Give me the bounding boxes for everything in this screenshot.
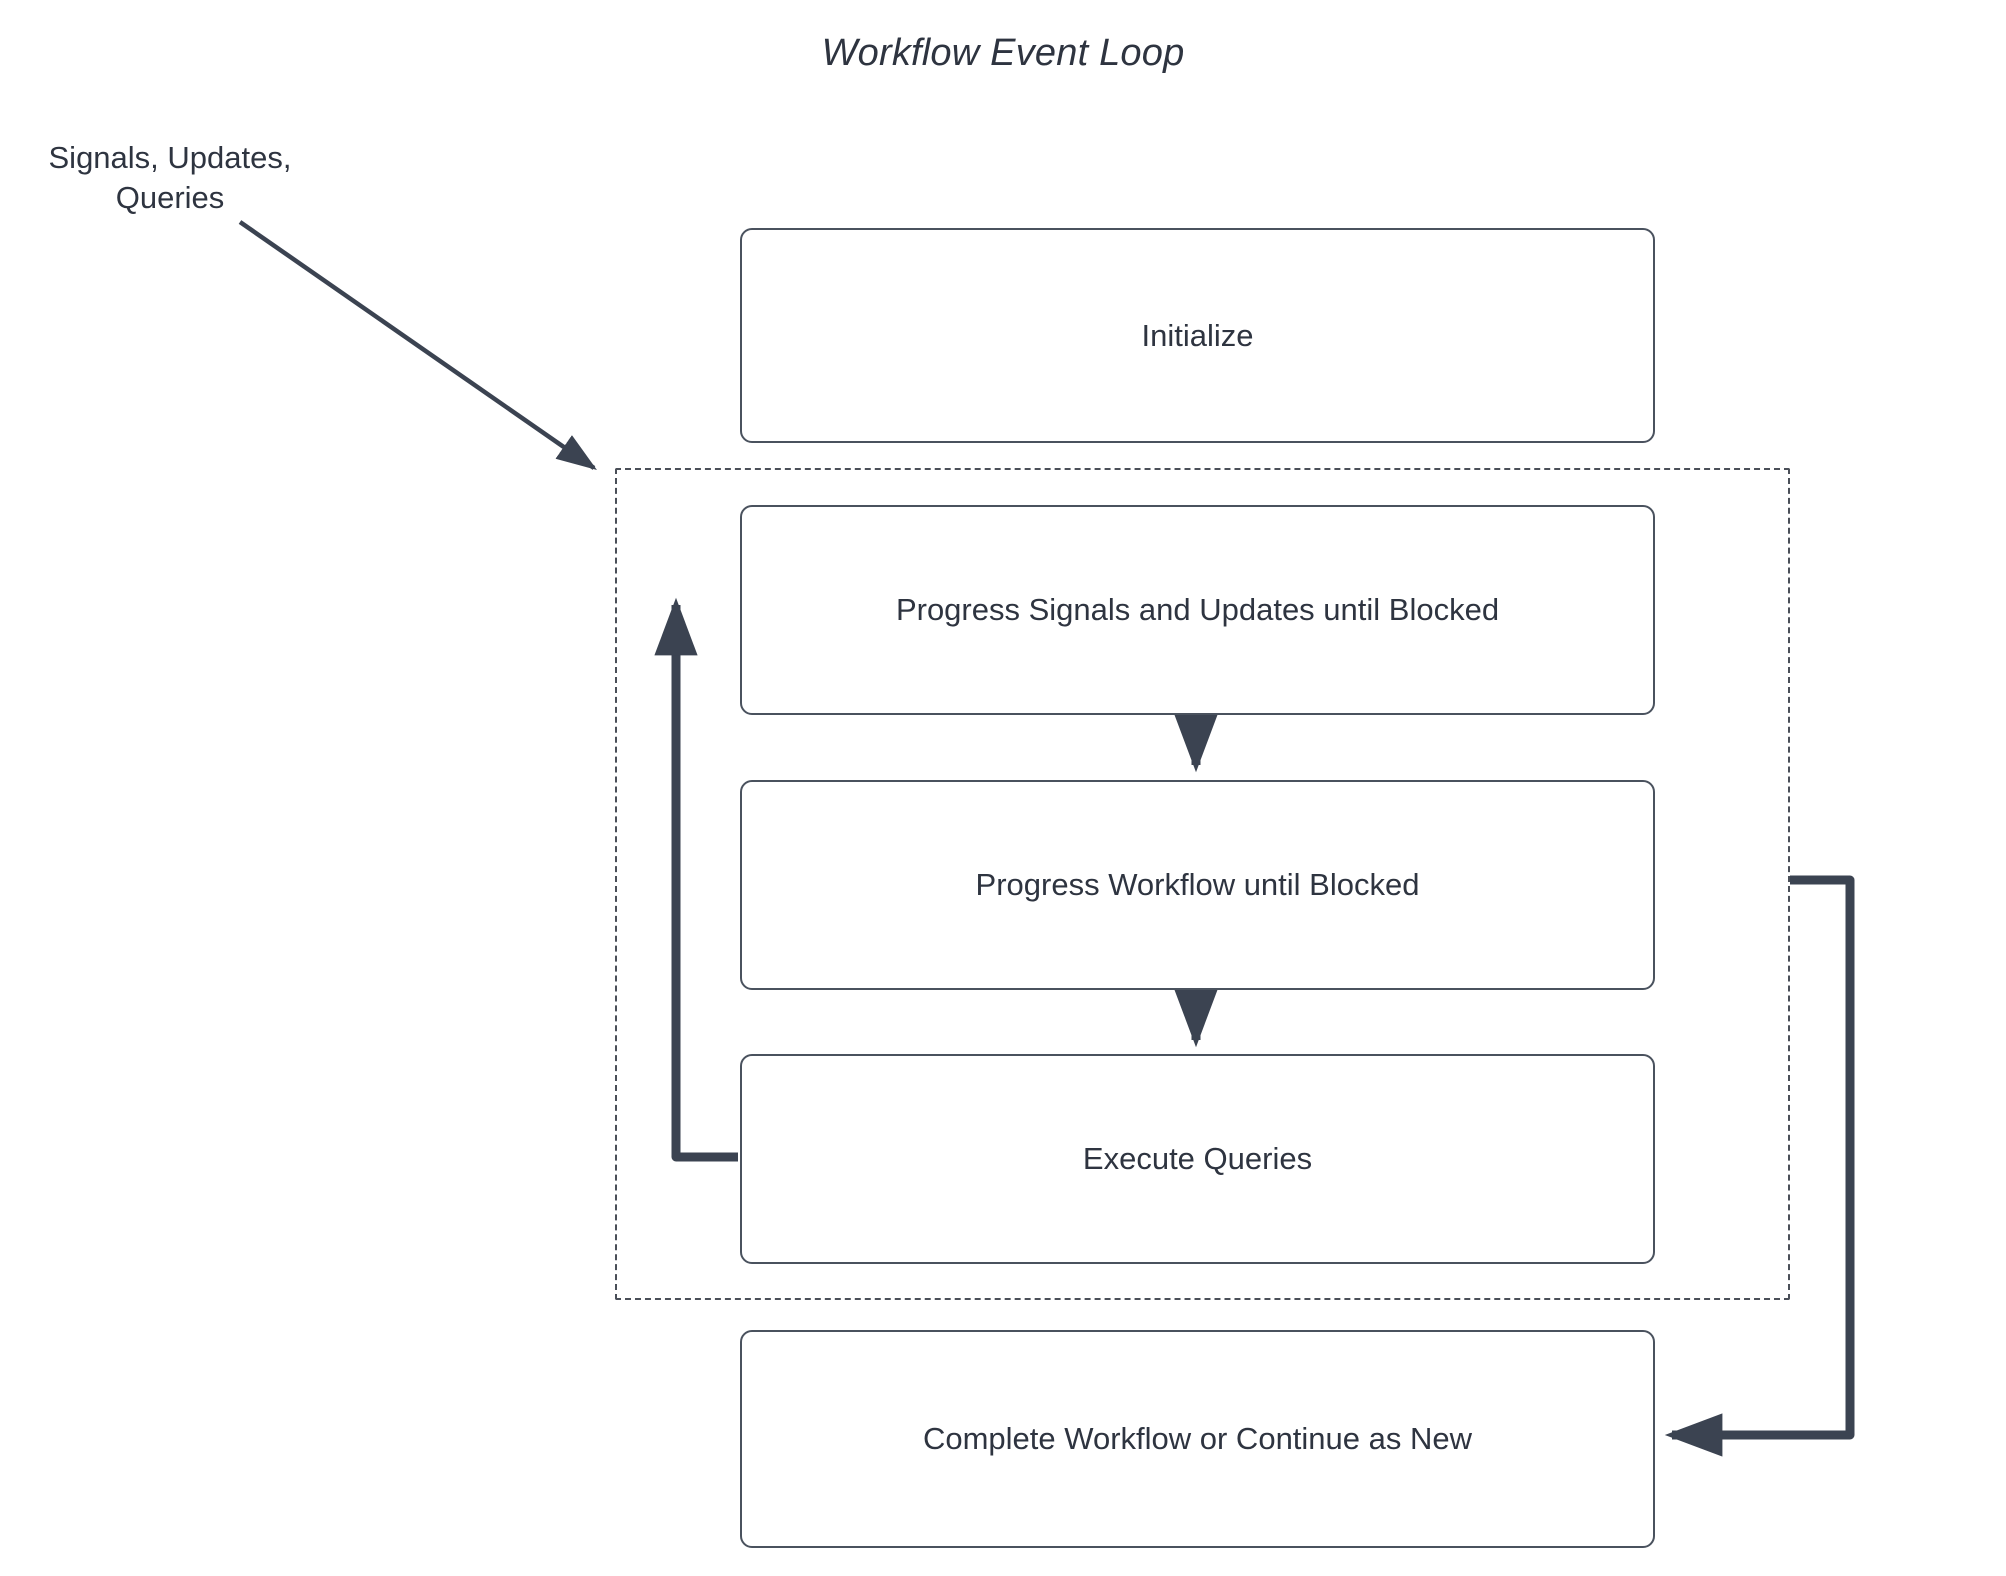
arrow-external-to-loop <box>240 222 594 468</box>
node-progress-workflow-label: Progress Workflow until Blocked <box>975 867 1420 902</box>
external-input-label-line2: Queries <box>115 179 225 215</box>
node-progress-workflow[interactable] <box>740 780 1655 990</box>
node-progress-signals-label: Progress Signals and Updates until Blocked <box>895 592 1500 627</box>
external-input-label <box>30 138 310 217</box>
node-execute-queries-label: Execute Queries <box>1082 1141 1313 1176</box>
external-input-label-line1: Signals, Updates, <box>48 140 292 175</box>
node-complete-workflow[interactable] <box>740 1330 1655 1548</box>
node-complete-workflow-label: Complete Workflow or Continue as New <box>922 1421 1473 1456</box>
page-title: Workflow Event Loop <box>821 32 1185 74</box>
node-execute-queries[interactable] <box>740 1054 1655 1264</box>
node-initialize-label: Initialize <box>1141 317 1254 353</box>
node-progress-signals[interactable] <box>740 505 1655 715</box>
node-initialize[interactable] <box>740 228 1655 443</box>
